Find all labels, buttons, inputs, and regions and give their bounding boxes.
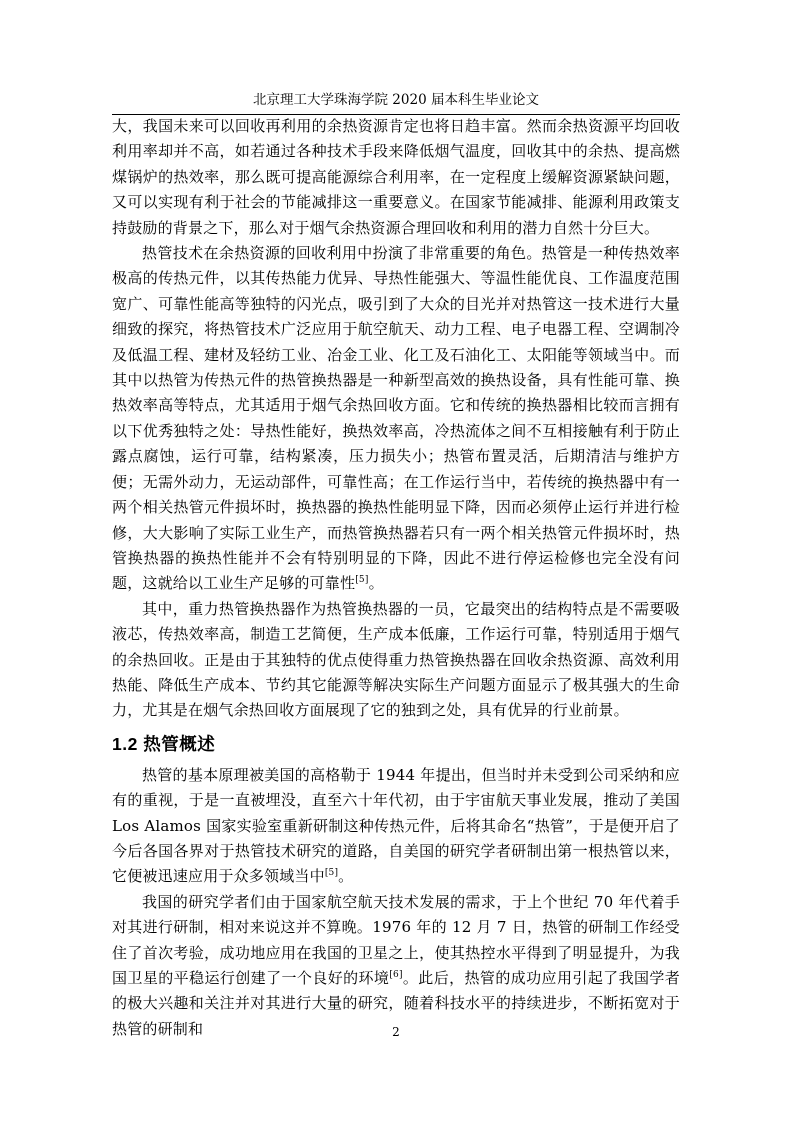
page-number: 2 bbox=[392, 1025, 400, 1039]
section-heading: 1.2 热管概述 bbox=[112, 733, 216, 754]
paragraph-end: 。 bbox=[338, 867, 354, 886]
citation-ref: [6] bbox=[389, 970, 403, 980]
paragraph-heat-pipe-origin bbox=[112, 763, 680, 890]
paragraph-text: 热管的基本原理被美国的高格勒于 1944 年提出，但当时并未受到公司采纳和应有的重视，于是一直被埋没，直至六十年代初，由于宇宙航天事业发展，推动了美国 Los Alamos 国家实验室重新研制这种传热元件，后将其命名“热管”，于是便开启了今后各国各界对于热管技术研究的道路，自美国的研究学者研制出第一根热管以来，它便被迅速应用于众多领域当中 bbox=[112, 765, 680, 886]
paragraph-continuation: 大，我国未来可以回收再利用的余热资源肯定也将日趋丰富。然而余热资源平均回收利用率却并不高，如若通过各种技术手段来降低烟气温度，回收其中的余热、提高燃煤锅炉的热效率，那么既可提高能源综合利用率，在一定程度上缓解资源紧缺问题，又可以实现有利于社会的节能减排这一重要意义。在国家节能减排、能源利用政策支持鼓励的背景之下，那么对于烟气余热资源合理回收和利用的潜力自然十分巨大。 bbox=[112, 117, 680, 237]
paragraph-gravity-heat-pipe: 其中，重力热管换热器作为热管换热器的一员，它最突出的结构特点是不需要吸液芯，传热效率高，制造工艺简便，生产成本低廉，工作运行可靠，特别适用于烟气的余热回收。正是由于其独特的优点使得重力热管换热器在回收余热资源、高效利用热能、降低生产成本、节约其它能源等解决实际生产问题方面显示了极其强大的生命力，尤其是在烟气余热回收方面展现了它的独到之处，具有优异的行业前景。 bbox=[112, 599, 680, 720]
paragraph-text-after: 。此后，热管的成功应用引起了我国学者的极大兴趣和关注并对其进行大量的研究，随着科技水平的持续进步，不断拓宽对于热管的研制和 bbox=[112, 969, 681, 1038]
citation-ref: [5] bbox=[324, 868, 339, 879]
paragraph-heat-pipe-technology bbox=[112, 241, 680, 597]
paragraph-text: 我国的研究学者们由于国家航空航天技术发展的需求，于上个世纪 70 年代着手对其进行研制，相对来说这并不算晚。1976 年的 12 月 7 日，热管的研制工作经受住了首次考验，成功地应用在我国的卫星之上，使其热控水平得到了明显提升，为我国卫星的平稳运行创建了一个良好的环境 bbox=[112, 892, 680, 987]
paragraph-text: 热管技术在余热资源的回收利用中扮演了非常重要的角色。热管是一种传热效率极高的传热元件，以其传热能力优异、导热性能强大、等温性能优良、工作温度范围宽广、可靠性能高等独特的闪光点，吸引到了大众的目光并对热管这一技术进行大量细致的探究，将热管技术广泛应用于航空航天、动力工程、电子电器工程、空调制冷及低温工程、建材及轻纺工业、冶金工业、化工及石油化工、太阳能等领域当中。而其中以热管为传热元件的热管换热器是一种新型高效的换热设备，具有性能可靠、换热效率高等特点，尤其适用于烟气余热回收方面。它和传统的换热器相比较而言拥有以下优秀独特之处：导热性能好，换热效率高，冷热流体之间不互相接触有利于防止露点腐蚀，运行可靠，结构紧凑，压力损失小；热管布置灵活，后期清洁与维护方便；无需外动力，无运动部件，可靠性高；在工作运行当中，若传统的换热器中有一两个相关热管元件损坏时，换热器的换热性能明显下降，因而必须停止运行并进行检修，大大影响了实际工业生产，而热管换热器若只有一两个相关热管元件损坏时，热管换热器的换热性能并不会有特别明显的下降，因此不进行停运检修也完全没有问题，这就给以工业生产足够的可靠性 bbox=[112, 244, 680, 593]
paragraph-end: 。 bbox=[368, 574, 384, 593]
page-header: 北京理工大学珠海学院 2020 届本科生毕业论文 bbox=[253, 92, 539, 108]
citation-ref: [5] bbox=[355, 575, 369, 586]
document-body bbox=[112, 114, 680, 1042]
paragraph-china-research bbox=[112, 890, 680, 1042]
